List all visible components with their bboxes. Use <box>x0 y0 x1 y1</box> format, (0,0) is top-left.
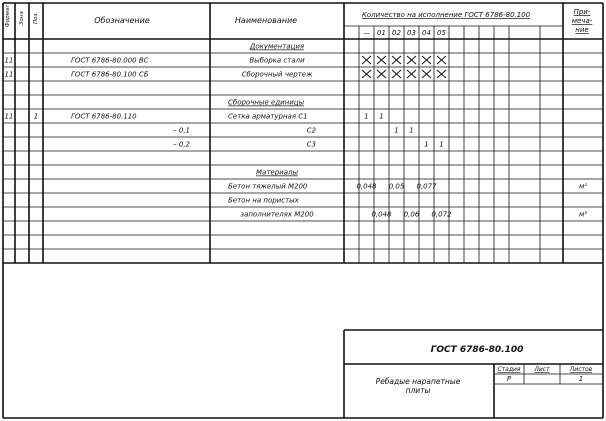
variant-header: 02 <box>392 29 401 37</box>
cell-designation: ГОСТ 6786-80.000 ВС <box>71 56 149 65</box>
cell-quantity: 1 <box>379 112 384 121</box>
format-header: Формат <box>5 4 11 27</box>
cell-quantity: 1 <box>439 140 444 149</box>
cell-format: 11 <box>4 112 14 121</box>
table-rows <box>5 43 588 219</box>
cell-name: Сборочные единицы <box>228 98 305 107</box>
sheets-value: 1 <box>578 375 584 383</box>
notes-header-line-3: ние <box>575 26 589 34</box>
cell-name: заполнителях М200 <box>240 210 314 219</box>
title-name-line-2: плиты <box>405 386 431 395</box>
quantity-header: Количество на исполнение ГОСТ 6786-80.100 <box>361 11 531 19</box>
title-name-line-1: Ребадые нарапетные <box>375 377 461 386</box>
table-row <box>173 141 444 149</box>
table-row <box>228 197 300 205</box>
variant-header: 01 <box>377 29 386 37</box>
sheet-label: Лист <box>534 366 550 373</box>
cell-name: Сетка арматурная С1 <box>228 112 308 121</box>
cell-name: Бетон тяжелый М200 <box>228 182 308 191</box>
table-row <box>240 211 587 219</box>
notes-header-line-2: меча- <box>571 17 593 25</box>
designation-header: Обозначение <box>94 16 150 25</box>
cell-name: С2 <box>306 126 316 135</box>
name-header: Наименование <box>234 16 298 25</box>
table-row <box>228 99 305 107</box>
sheets-label: Листов <box>569 366 593 373</box>
notes-header-line-1: При- <box>573 8 591 16</box>
cell-pos: 1 <box>33 112 39 121</box>
cell-name: Выборка стали <box>249 56 305 65</box>
stage-label: Стадия <box>497 366 521 373</box>
cell-quantity: 1 <box>409 126 414 135</box>
variant-header: 03 <box>407 29 416 37</box>
table-row <box>249 43 304 51</box>
table-row <box>5 70 446 79</box>
table-row <box>5 56 446 65</box>
cell-name: Сборочный чертеж <box>241 70 313 79</box>
variant-header: 05 <box>437 29 446 37</box>
table-row <box>256 169 298 177</box>
cell-name: С3 <box>306 140 316 149</box>
cell-quantity: 0,048 <box>371 210 392 219</box>
cell-note: м³ <box>578 210 588 219</box>
title-doc-number: ГОСТ 6786-80.100 <box>430 345 524 355</box>
cell-quantity: 0,06 <box>403 210 420 219</box>
cell-quantity: 0,077 <box>416 182 437 191</box>
cell-quantity: 0,048 <box>356 182 377 191</box>
variant-header: 04 <box>422 29 431 37</box>
cell-format: 11 <box>4 56 14 65</box>
cell-quantity: 1 <box>394 126 399 135</box>
cell-designation: ГОСТ 6786-80.100 СБ <box>71 70 149 79</box>
pos-header: Поз. <box>33 11 39 24</box>
variant-header: — <box>363 29 370 37</box>
table-row <box>5 113 384 121</box>
cell-note: м³ <box>578 182 588 191</box>
cell-format: 11 <box>4 70 14 79</box>
cell-designation: – 0,2 <box>173 140 190 149</box>
zone-header: Зона <box>19 11 25 25</box>
table-row <box>228 183 587 191</box>
cell-name: Материалы <box>256 168 298 177</box>
cell-quantity: 1 <box>364 112 369 121</box>
cell-name: Бетон на пористых <box>228 196 299 205</box>
cell-quantity: 1 <box>424 140 429 149</box>
table-header <box>5 4 593 37</box>
stage-value: Р <box>506 375 512 383</box>
cell-quantity: 0,072 <box>431 210 452 219</box>
cell-designation: ГОСТ 6786-80.110 <box>71 112 137 121</box>
cell-name: Документация <box>249 42 305 51</box>
cell-designation: – 0,1 <box>173 126 190 135</box>
cell-quantity: 0,05 <box>388 182 405 191</box>
